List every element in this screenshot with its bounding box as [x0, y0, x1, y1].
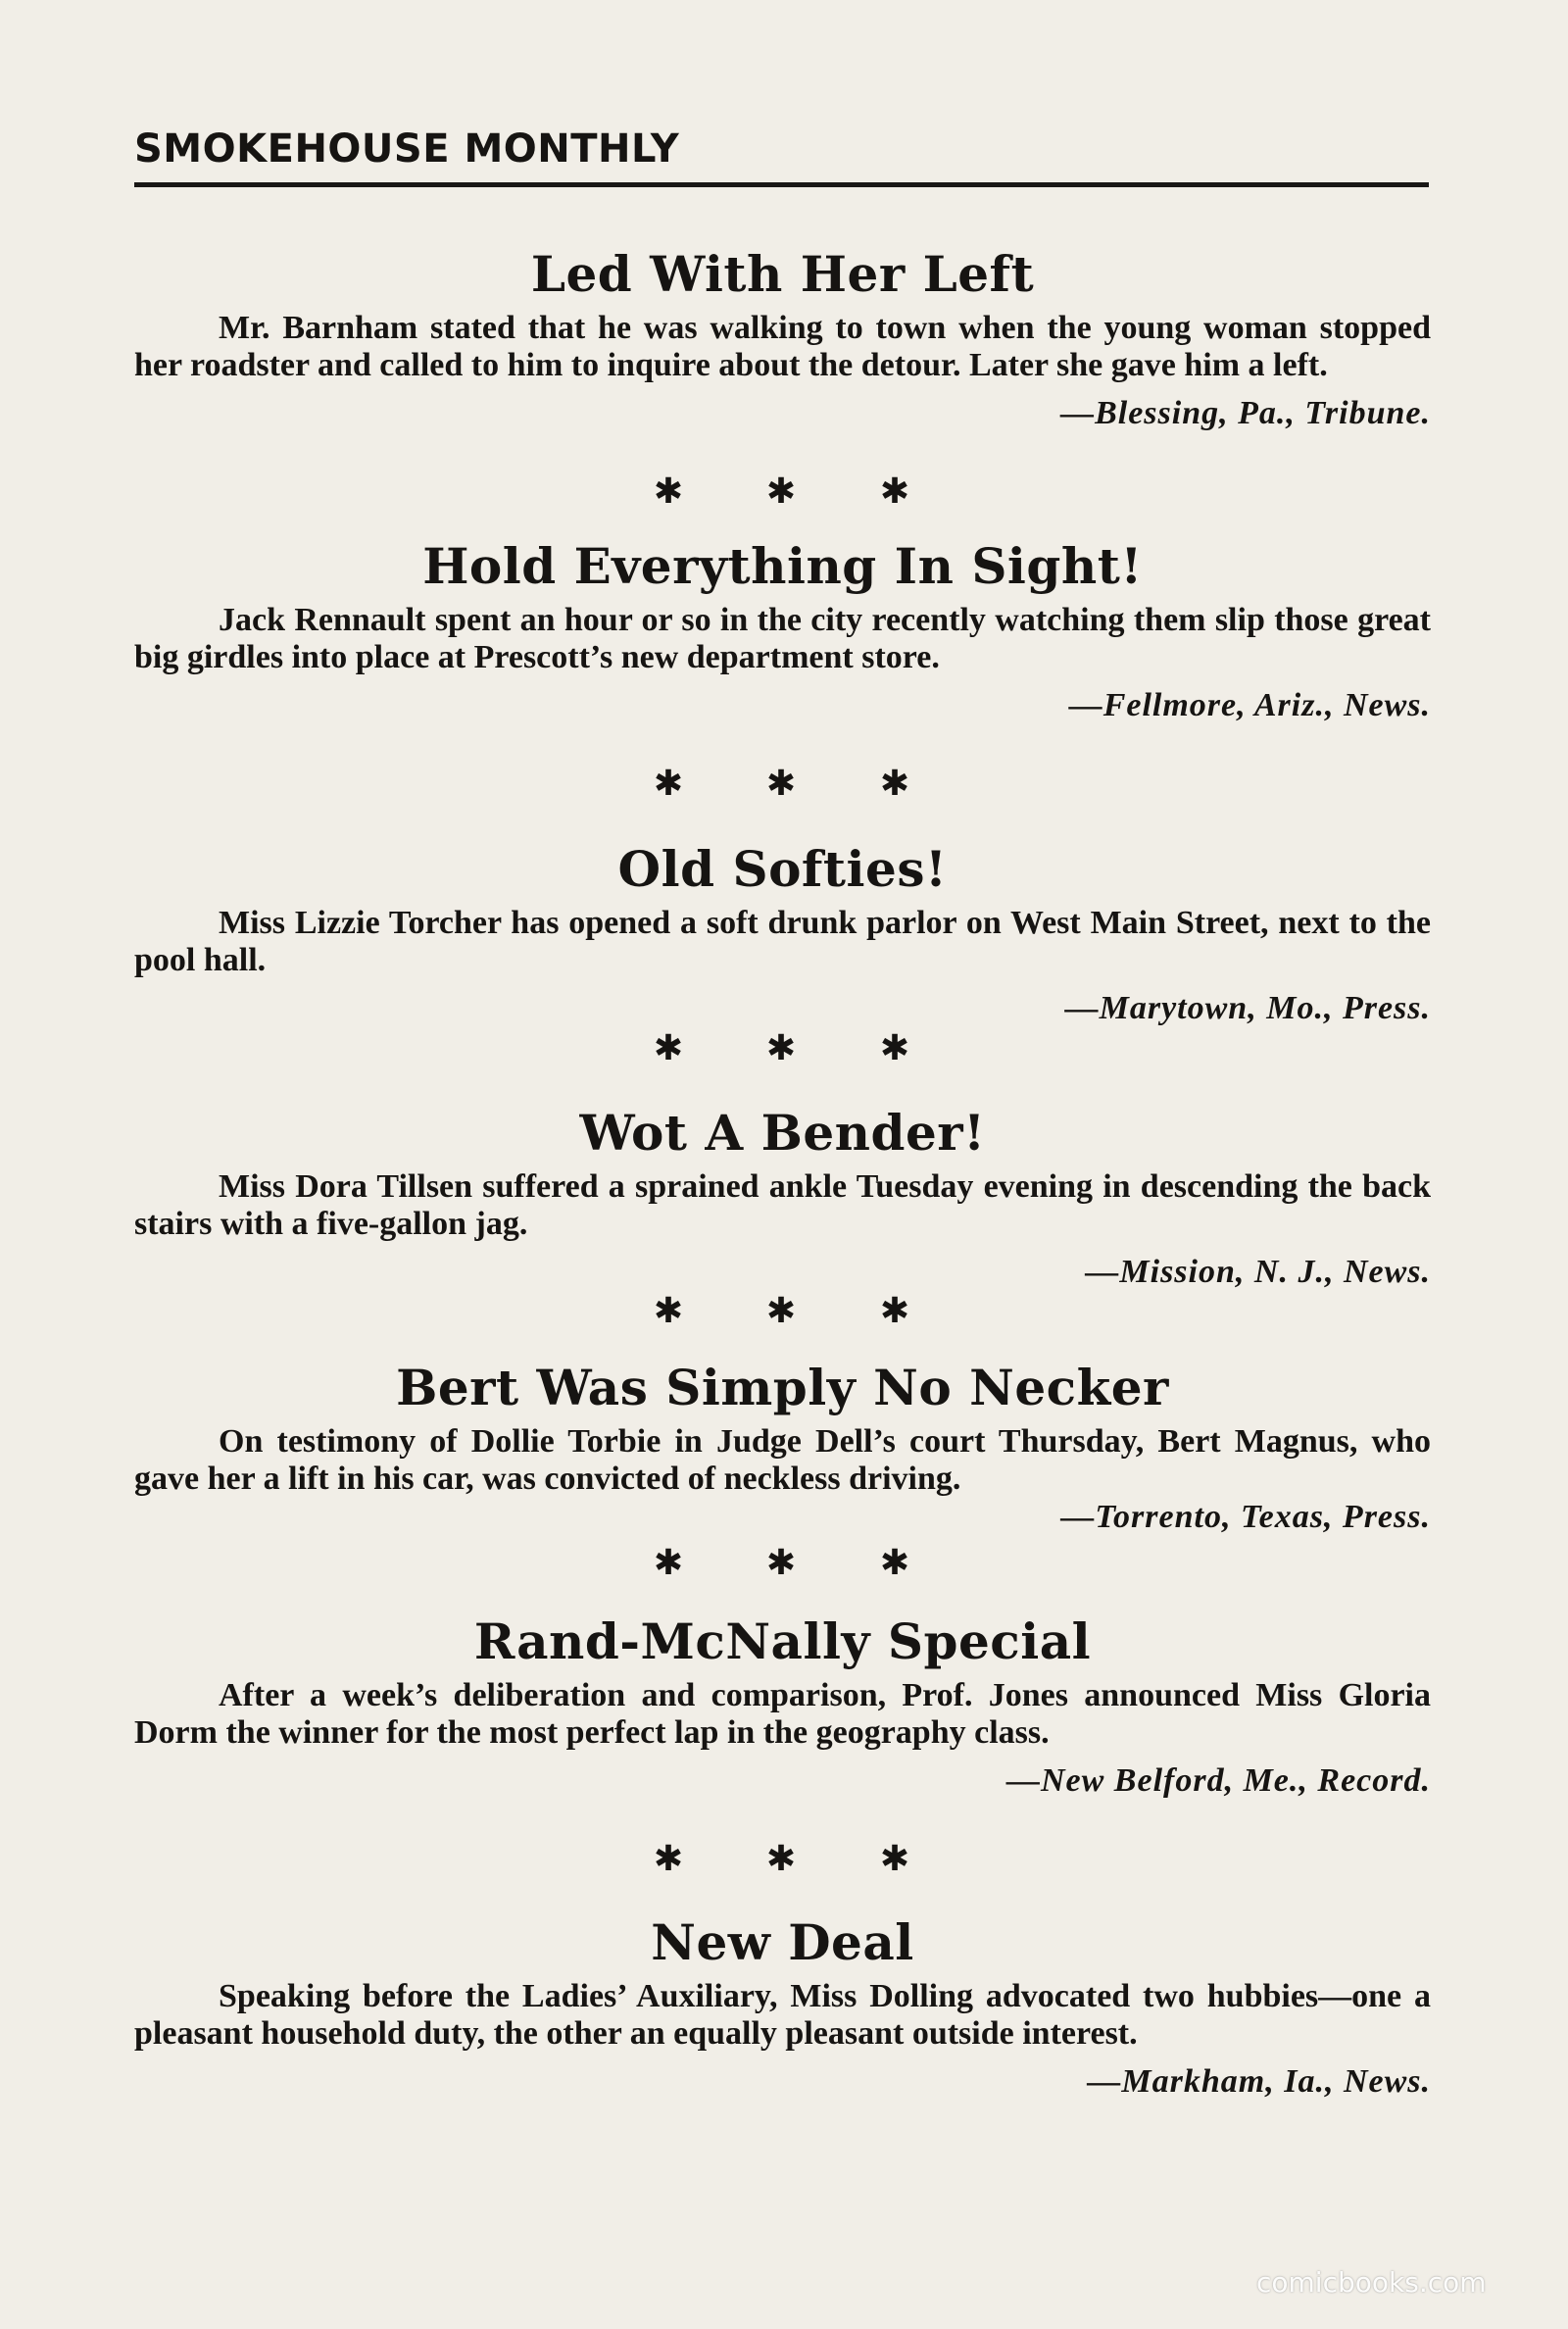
- item-headline: Bert Was Simply No Necker: [396, 1359, 1169, 1416]
- item-headline: Old Softies!: [617, 840, 948, 898]
- star-separator: [134, 472, 1431, 512]
- item-headline: Rand-McNally Special: [473, 1612, 1092, 1670]
- page: [134, 0, 1431, 2329]
- item-source: —Blessing, Pa., Tribune.: [1060, 395, 1431, 431]
- separator-star: ✱: [879, 1543, 910, 1583]
- news-item: [134, 535, 1431, 725]
- item-body: On testimony of Dollie Torbie in Judge Dell’s court Thursday, Bert Magnus, who gave her a lift in his car, was convicted of neckless driving.: [134, 1423, 1431, 1497]
- separator-star: ✱: [879, 1839, 910, 1879]
- star-separator: [134, 1292, 1431, 1331]
- item-source: —Mission, N. J., News.: [1085, 1254, 1431, 1290]
- item-body: Speaking before the Ladies’ Auxiliary, Miss Dolling advocated two hubbies—one a pleasant household duty, the other an equally pleasant outside interest.: [134, 1978, 1431, 2052]
- running-head: SMOKEHOUSE MONTHLY: [134, 126, 680, 172]
- separator-star: ✱: [653, 1291, 684, 1331]
- watermark: comicbooks.com: [1256, 2266, 1487, 2299]
- separator-star: ✱: [879, 1028, 910, 1068]
- item-source: —Fellmore, Ariz., News.: [1068, 687, 1431, 723]
- item-body: Miss Lizzie Torcher has opened a soft drunk parlor on West Main Street, next to the pool hall.: [134, 905, 1431, 978]
- separator-star: ✱: [653, 471, 684, 512]
- item-body: Jack Rennault spent an hour or so in the city recently watching them slip those great big girdles into place at Prescott’s new department store.: [134, 602, 1431, 675]
- separator-star: ✱: [765, 764, 797, 804]
- star-separator: [134, 1029, 1431, 1068]
- separator-star: ✱: [653, 1839, 684, 1879]
- item-source: —Markham, Ia., News.: [1087, 2063, 1431, 2100]
- separator-star: ✱: [653, 1028, 684, 1068]
- news-item: [134, 1357, 1431, 1537]
- separator-star: ✱: [879, 471, 910, 512]
- separator-star: ✱: [765, 1028, 797, 1068]
- item-body: Mr. Barnham stated that he was walking to town when the young woman stopped her roadster and called to him to inquire about the detour. Later she gave him a left.: [134, 310, 1431, 383]
- news-item: [134, 1911, 1431, 2102]
- separator-star: ✱: [879, 1291, 910, 1331]
- separator-star: ✱: [765, 1543, 797, 1583]
- news-item: [134, 1102, 1431, 1292]
- item-headline: Hold Everything In Sight!: [422, 537, 1143, 595]
- separator-star: ✱: [765, 1291, 797, 1331]
- separator-star: ✱: [653, 1543, 684, 1583]
- star-separator: [134, 765, 1431, 804]
- news-item: [134, 838, 1431, 1028]
- news-item: [134, 243, 1431, 433]
- star-separator: [134, 1544, 1431, 1583]
- item-source: —Torrento, Texas, Press.: [1060, 1499, 1431, 1535]
- item-source: —Marytown, Mo., Press.: [1064, 990, 1431, 1026]
- separator-star: ✱: [653, 764, 684, 804]
- star-separator: [134, 1840, 1431, 1879]
- item-headline: New Deal: [651, 1913, 914, 1971]
- item-headline: Led With Her Left: [530, 245, 1035, 303]
- news-item: [134, 1610, 1431, 1801]
- header-rule: [134, 182, 1429, 187]
- item-source: —New Belford, Me., Record.: [1005, 1762, 1431, 1799]
- item-body: Miss Dora Tillsen suffered a sprained ankle Tuesday evening in descending the back stairs with a five-gallon jag.: [134, 1168, 1431, 1242]
- item-body: After a week’s deliberation and comparison, Prof. Jones announced Miss Gloria Dorm the winner for the most perfect lap in the geography class.: [134, 1677, 1431, 1751]
- separator-star: ✱: [765, 471, 797, 512]
- item-headline: Wot A Bender!: [579, 1104, 986, 1162]
- separator-star: ✱: [765, 1839, 797, 1879]
- separator-star: ✱: [879, 764, 910, 804]
